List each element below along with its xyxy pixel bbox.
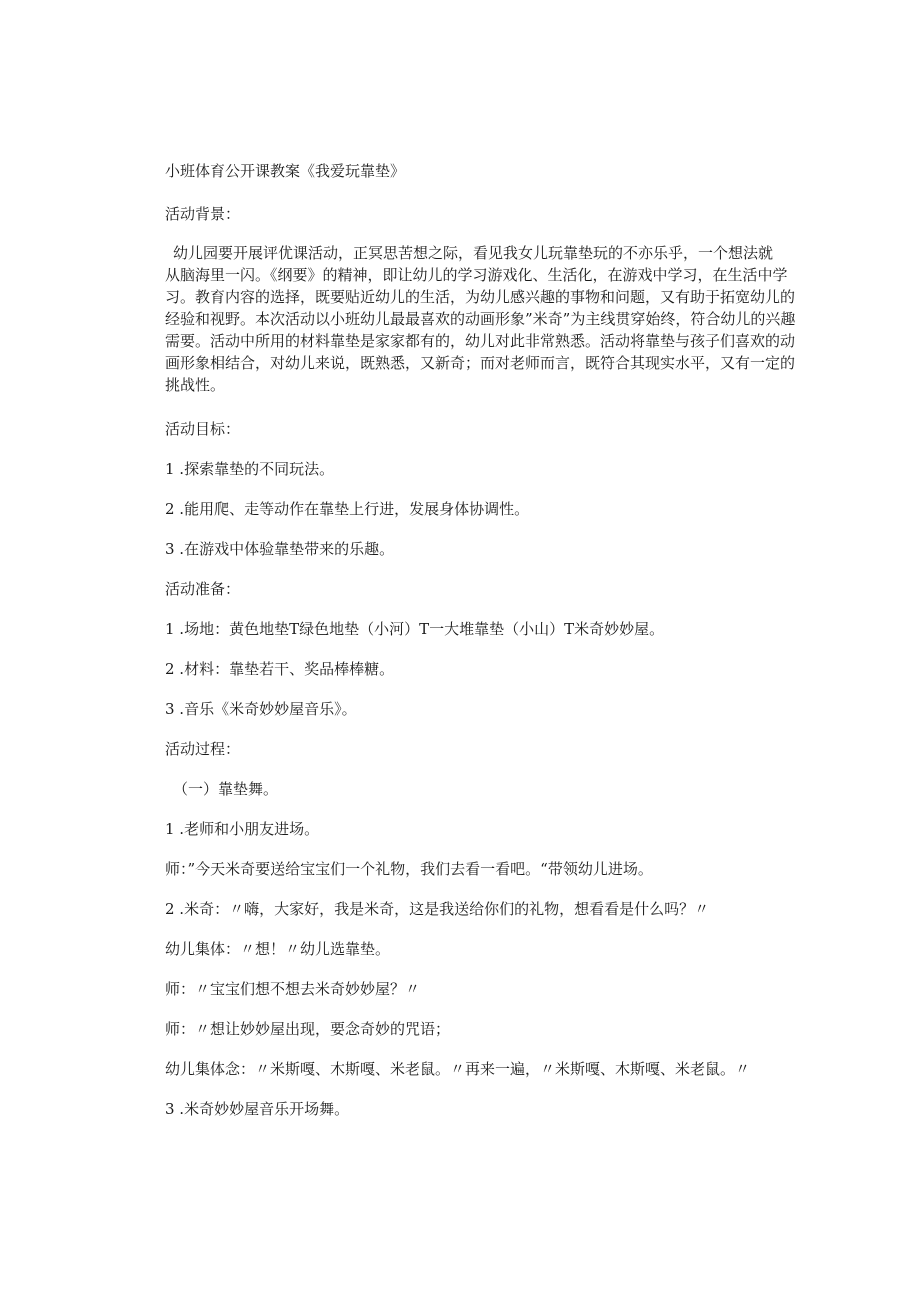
goal-item-1: 1 .探索靠垫的不同玩法。 <box>165 460 335 478</box>
document-title: 小班体育公开课教案《我爱玩靠垫》 <box>165 162 406 180</box>
goals-heading: 活动目标： <box>165 420 241 438</box>
process-section-1: （一）靠垫舞。 <box>173 780 279 798</box>
background-line-3: 习。教育内容的选择，既要贴近幼儿的生活，为幼儿感兴趣的事物和问题，又有助于拓宽幼儿的 <box>165 288 796 306</box>
process-heading: 活动过程： <box>165 740 241 758</box>
goal-item-2: 2 .能用爬、走等动作在靠垫上行进，发展身体协调性。 <box>165 500 530 518</box>
background-line-7: 挑战性。 <box>165 376 226 394</box>
background-line-2: 从脑海里一闪。《纲要》的精神，即让幼儿的学习游戏化、生活化，在游戏中学习，在生活中学 <box>165 266 788 284</box>
process-line-4: 幼儿集体：〃想！〃幼儿选靠垫。 <box>165 940 391 958</box>
process-line-8: 3 .米奇妙妙屋音乐开场舞。 <box>165 1100 350 1118</box>
background-line-4: 经验和视野。本次活动以小班幼儿最最喜欢的动画形象”米奇”为主线贯穿始终，符合幼儿的兴趣 <box>165 310 796 328</box>
process-line-3: 2 .米奇：〃嗨，大家好，我是米奇，这是我送给你们的礼物，想看看是什么吗？〃 <box>165 900 710 918</box>
process-line-1: 1 .老师和小朋友进场。 <box>165 820 320 838</box>
background-heading: 活动背景： <box>165 205 241 223</box>
prep-heading: 活动准备： <box>165 580 241 598</box>
process-line-2: 师：”今天米奇要送给宝宝们一个礼物，我们去看一看吧。“带领幼儿进场。 <box>165 860 653 878</box>
goal-item-3: 3 .在游戏中体验靠垫带来的乐趣。 <box>165 540 395 558</box>
process-line-7: 幼儿集体念：〃米斯嘎、木斯嘎、米老鼠。〃再来一遍，〃米斯嘎、木斯嘎、米老鼠。〃 <box>165 1060 751 1078</box>
process-line-5: 师：〃宝宝们想不想去米奇妙妙屋？〃 <box>165 980 421 998</box>
background-line-6: 画形象相结合，对幼儿来说，既熟悉，又新奇；而对老师而言，既符合其现实水平，又有一定的 <box>165 354 796 372</box>
prep-item-2: 2 .材料：靠垫若干、奖品棒棒糖。 <box>165 660 395 678</box>
prep-item-3: 3 .音乐《米奇妙妙屋音乐》。 <box>165 700 357 718</box>
background-line-1: 幼儿园要开展评优课活动，正冥思苦想之际，看见我女儿玩靠垫玩的不亦乐乎，一个想法就 <box>173 244 774 262</box>
background-line-5: 需要。活动中所用的材料靠垫是家家都有的，幼儿对此非常熟悉。活动将靠垫与孩子们喜欢的动 <box>165 332 796 350</box>
process-line-6: 师：〃想让妙妙屋出现，要念奇妙的咒语； <box>165 1020 451 1038</box>
prep-item-1: 1 .场地：黄色地垫T绿色地垫（小河）T一大堆靠垫（小山）T米奇妙妙屋。 <box>165 620 665 638</box>
